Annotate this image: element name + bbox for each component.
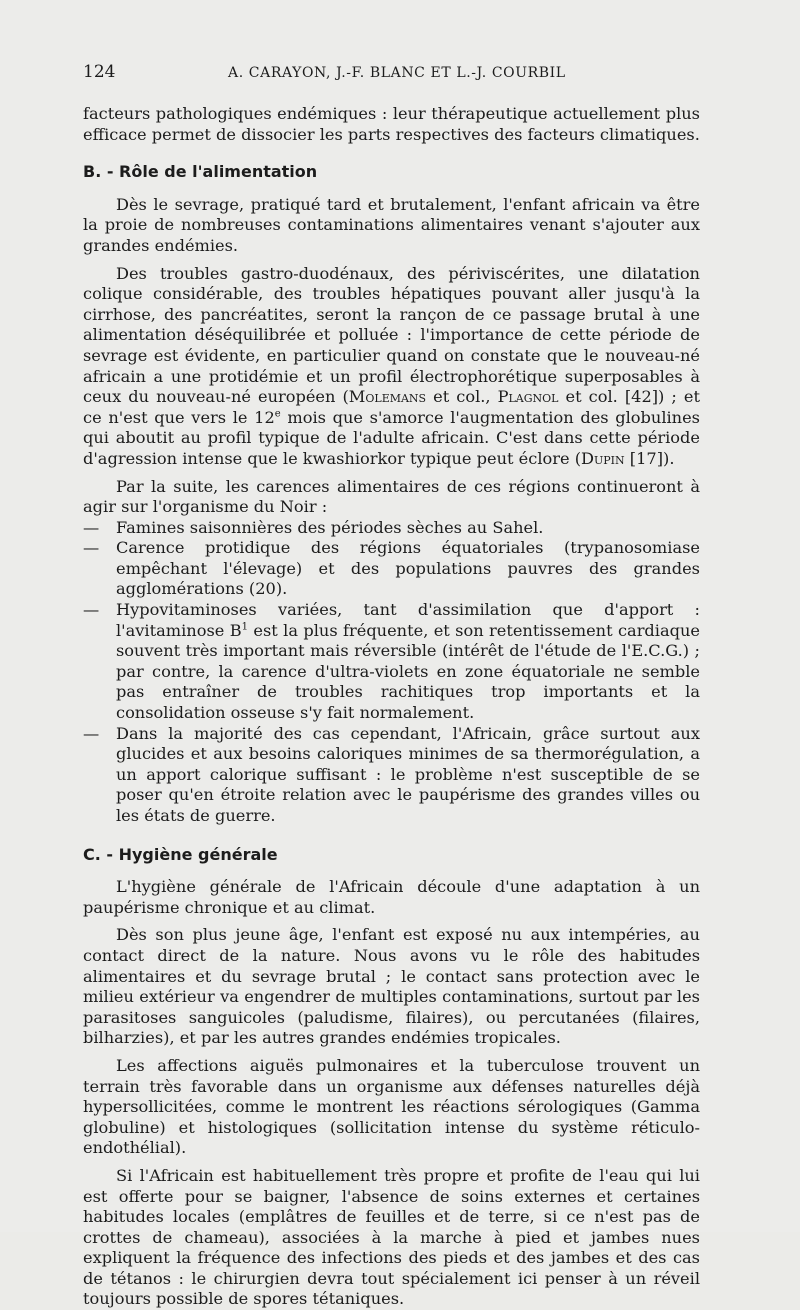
ordinal-superscript: e [274, 408, 281, 420]
running-header [83, 62, 700, 88]
list-item [83, 518, 700, 539]
section-c-paragraph-3: Les affections aiguës pulmonaires et la tuberculose trouvent un terrain très favorable dans un organisme aux défenses naturelles déjà hypersollicitées, comme le montrent les réactions sérologiques (Gamma globuline) et histologiques (sollicitation intense du système réticulo-endothélial). [83, 1055, 700, 1158]
section-c-paragraph-4: Si l'Africain est habituellement très propre et profite de l'eau qui lui est offerte pour se baigner, l'absence de soins externes et certaines habitudes locales (emplâtres de feuilles et de terre, si ce n'est pas de crottes de chameau), associées à la marche à pied et jambes nues expliquent la fréquence des infections des pieds et des jambes et des cas de tétanos : le chirurgien devra tout spécialement ici penser à un réveil toujours possible de spores tétaniques. [83, 1165, 700, 1309]
dash-mark: — [83, 538, 100, 558]
vitamin-superscript: 1 [241, 621, 248, 633]
page-number: 124 [83, 62, 116, 82]
list-item-text: Hypovitaminoses variées, tant d'assimilation que d'apport : l'avitaminose $B^1$ est la plus fréquente, et son retentissement cardiaque souvent très important mais réversible (intérêt de l'étude de l'E.C.G.) ; par contre, la carence d'ultra-violets en zone équatoriale ne semble pas entraîner de troubles rachitiques trop importants et la consolidation osseuse s'y fait normalement. [116, 600, 700, 723]
list-item [83, 600, 700, 724]
author-dupin: Dupin [581, 448, 625, 468]
author-plagnol: Plagnol [497, 387, 559, 407]
section-c-heading: C. - Hygiène générale [83, 844, 278, 864]
dash-mark: — [83, 600, 100, 620]
list-item [83, 724, 700, 827]
intro-paragraph: facteurs pathologiques endémiques : leur thérapeutique actuellement plus efficace permet de dissocier les parts respectives des facteurs climatiques. [83, 104, 700, 144]
running-title: A. CARAYON, J.-F. BLANC ET L.-J. COURBIL [228, 65, 566, 81]
list-item-text: Dans la majorité des cas cependant, l'Africain, grâce surtout aux glucides et aux besoins caloriques minimes de sa thermorégulation, a un apport calorique suffisant : le problème n'est susceptible de se poser qu'en étroite relation avec le paupérisme des grandes villes ou les états de guerre. [116, 723, 700, 825]
page-content [83, 62, 700, 1310]
section-b-heading: B. - Rôle de l'alimentation [83, 162, 318, 182]
list-item-text: Carence protidique des régions équatoriales (trypanosomiase empêchant l'élevage) et des populations pauvres des grandes agglomérations (20). [116, 538, 700, 599]
section-b-paragraph-1: Dès le sevrage, pratiqué tard et brutalement, l'enfant africain va être la proie de nombreuses contaminations alimentaires venant s'ajouter aux grandes endémies. [83, 194, 700, 255]
list-item [83, 538, 700, 600]
section-c-paragraph-1: L'hygiène générale de l'Africain découle d'une adaptation à un paupérisme chronique et au climat. [83, 877, 700, 917]
section-b-paragraph-2: Des troubles gastro-duodénaux, des périviscérites, une dilatation colique considérable, des troubles hépatiques pouvant aller jusqu'à la cirrhose, des pancréatites, seront la rançon de ce passage brutal à une alimentation déséquilibrée et polluée : l'importance de cette période de sevrage est évidente, en particulier quand on constate que le nouveau-né africain a une protidémie et un profil électrophorétique superposables à ceux du nouveau-né européen (Molemans et col., Plagnol et col. [42]) ; et ce n'est que vers le 12e mois que s'amorce l'augmentation des globulines qui aboutit au profil typique de l'adulte africain. C'est dans cette période d'agression intense que le kwashiorkor typique peut éclore (Dupin [17]). [83, 263, 700, 468]
dash-mark: — [83, 723, 100, 743]
section-b-paragraph-3: Par la suite, les carences alimentaires de ces régions continueront à agir sur l'organisme du Noir : [83, 476, 700, 517]
dash-mark: — [83, 517, 100, 537]
author-molemans: Molemans [348, 387, 427, 407]
section-c-paragraph-2: Dès son plus jeune âge, l'enfant est exposé nu aux intempéries, au contact direct de la nature. Nous avons vu le rôle des habitudes alimentaires et du sevrage brutal ; le contact sans protection avec le milieu extérieur va engendrer de multiples contaminations, surtout par les parasitoses sanguicoles (paludisme, filaires), ou percutanées (filaires, bilharzies), et par les autres grandes endémies tropicales. [83, 925, 700, 1048]
list-item-text: Famines saisonnières des périodes sèches au Sahel. [116, 517, 544, 537]
